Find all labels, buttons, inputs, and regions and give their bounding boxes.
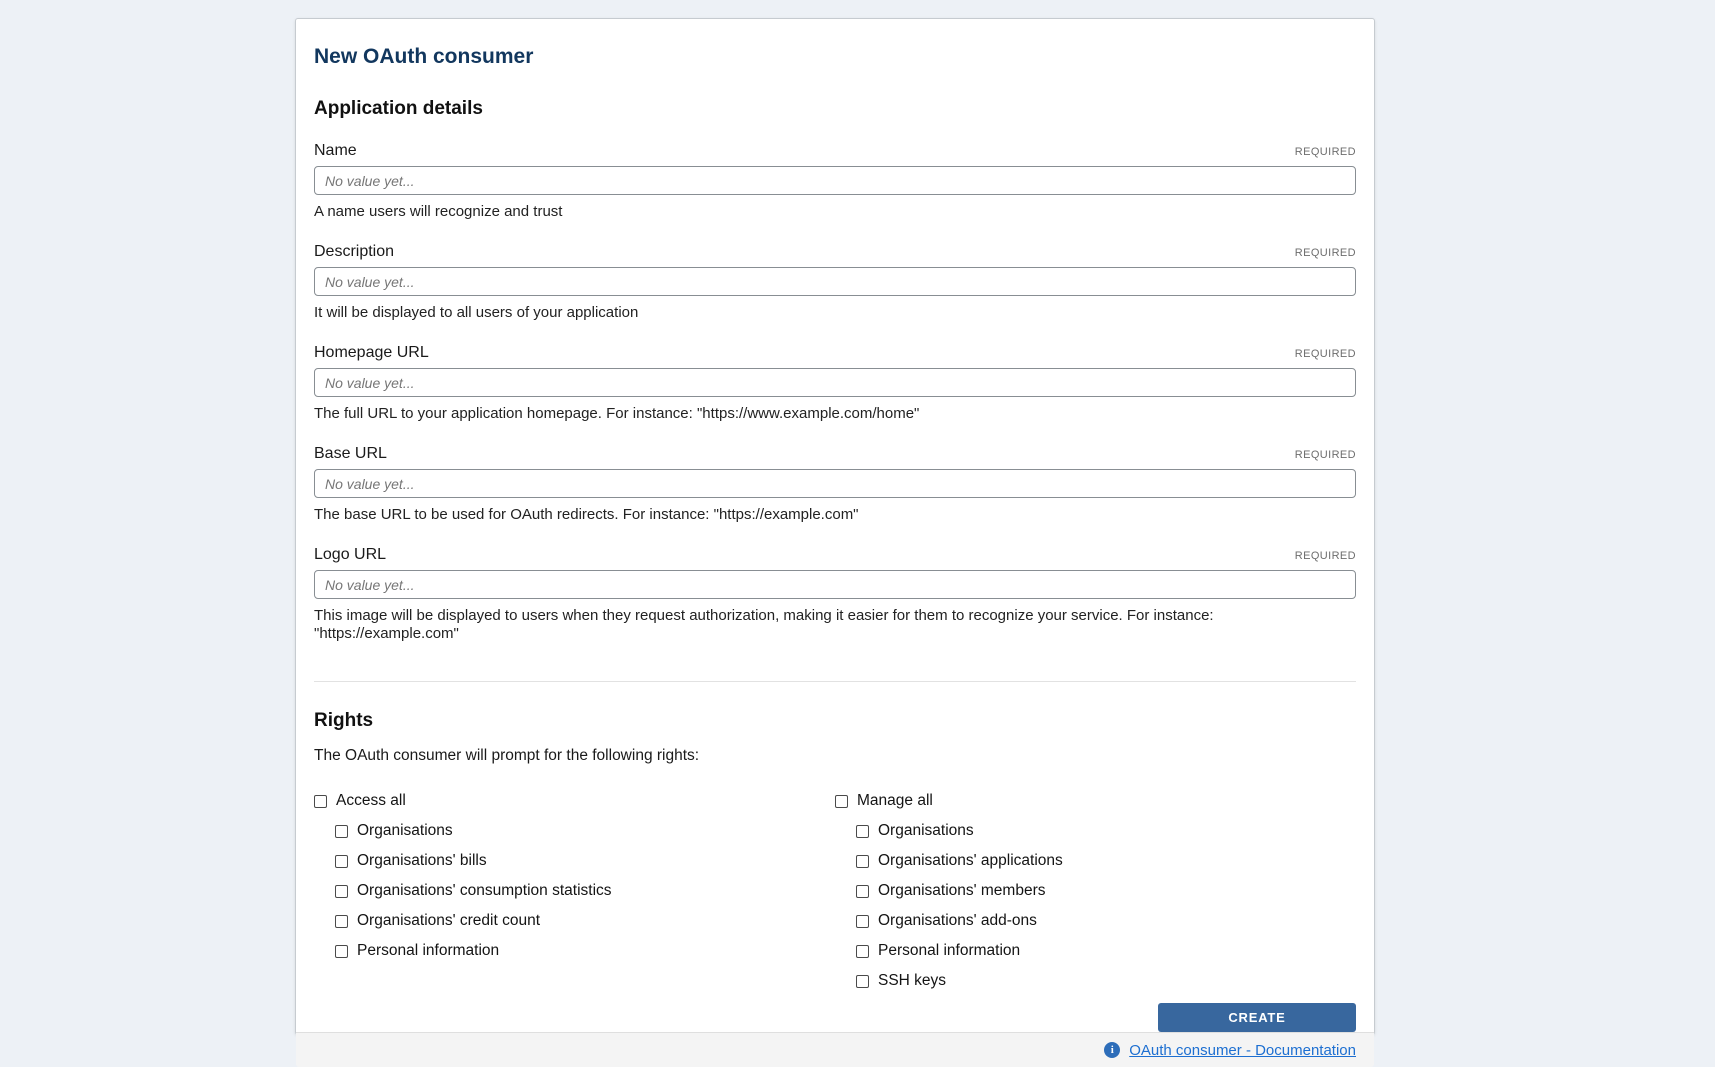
- rights-prompt-text: The OAuth consumer will prompt for the following rights:: [314, 747, 700, 764]
- rights-column-access: [314, 786, 835, 996]
- base-url-helper-text: The base URL to be used for OAuth redirects. For instance: "https://example.com": [314, 506, 859, 523]
- section-heading-rights: Rights: [314, 710, 374, 731]
- manage-all-checkbox[interactable]: [835, 795, 848, 808]
- field-base-url: [314, 444, 1356, 524]
- checkbox-label: Organisations: [878, 822, 974, 839]
- field-head: [314, 444, 1356, 464]
- checkbox-access-organisations[interactable]: [335, 816, 835, 846]
- access-consumption-statistics-checkbox[interactable]: [335, 885, 348, 898]
- logo-url-label: Logo URL: [314, 546, 387, 563]
- form-body: [296, 19, 1374, 1032]
- access-organisations-bills-checkbox[interactable]: [335, 855, 348, 868]
- required-badge: REQUIRED: [1294, 449, 1356, 461]
- manage-applications-checkbox[interactable]: [856, 855, 869, 868]
- section-divider: [314, 681, 1356, 682]
- access-organisations-checkbox[interactable]: [335, 825, 348, 838]
- field-head: [314, 242, 1356, 262]
- manage-organisations-checkbox[interactable]: [856, 825, 869, 838]
- checkbox-manage-ssh-keys[interactable]: [856, 966, 1356, 996]
- checkbox-label: Manage all: [857, 792, 933, 809]
- checkbox-label: Organisations: [357, 822, 453, 839]
- checkbox-label: Organisations' applications: [878, 852, 1063, 869]
- form-actions: [314, 1003, 1356, 1032]
- homepage-url-input[interactable]: [314, 368, 1356, 397]
- checkbox-access-all[interactable]: [314, 786, 835, 816]
- required-badge: REQUIRED: [1294, 348, 1356, 360]
- manage-ssh-keys-checkbox[interactable]: [856, 975, 869, 988]
- checkbox-access-organisations-bills[interactable]: [335, 846, 835, 876]
- page-title: New OAuth consumer: [314, 45, 534, 68]
- info-icon: [1104, 1042, 1120, 1058]
- required-badge: REQUIRED: [1294, 247, 1356, 259]
- rights-column-manage: [835, 786, 1356, 996]
- checkbox-manage-all[interactable]: [835, 786, 1356, 816]
- field-logo-url: [314, 545, 1356, 643]
- checkbox-label: SSH keys: [878, 972, 947, 989]
- checkbox-label: Personal information: [357, 942, 500, 959]
- checkbox-manage-organisations[interactable]: [856, 816, 1356, 846]
- checkbox-label: Personal information: [878, 942, 1021, 959]
- field-homepage-url: [314, 343, 1356, 423]
- new-oauth-consumer-card: [295, 18, 1375, 1059]
- checkbox-manage-personal-information[interactable]: [856, 936, 1356, 966]
- logo-url-helper-text: This image will be displayed to users when they request authorization, making it easier for them to recognize your service. For instance: "https://example.com": [314, 607, 1214, 642]
- field-head: [314, 343, 1356, 363]
- checkbox-manage-addons[interactable]: [856, 906, 1356, 936]
- name-helper-text: A name users will recognize and trust: [314, 203, 563, 220]
- homepage-url-label: Homepage URL: [314, 344, 429, 361]
- name-input[interactable]: [314, 166, 1356, 195]
- base-url-label: Base URL: [314, 445, 387, 462]
- logo-url-input[interactable]: [314, 570, 1356, 599]
- homepage-url-helper-text: The full URL to your application homepage. For instance: "https://www.example.com/home": [314, 405, 920, 422]
- checkbox-manage-members[interactable]: [856, 876, 1356, 906]
- access-personal-information-checkbox[interactable]: [335, 945, 348, 958]
- documentation-link[interactable]: OAuth consumer - Documentation: [1129, 1041, 1356, 1059]
- description-label: Description: [314, 243, 395, 260]
- field-name: [314, 141, 1356, 221]
- field-head: [314, 545, 1356, 565]
- description-input[interactable]: [314, 267, 1356, 296]
- checkbox-access-consumption-statistics[interactable]: [335, 876, 835, 906]
- access-credit-count-checkbox[interactable]: [335, 915, 348, 928]
- create-button[interactable]: CREATE: [1158, 1003, 1356, 1032]
- access-all-checkbox[interactable]: [314, 795, 327, 808]
- manage-addons-checkbox[interactable]: [856, 915, 869, 928]
- field-head: [314, 141, 1356, 161]
- checkbox-access-credit-count[interactable]: [335, 906, 835, 936]
- checkbox-label: Organisations' members: [878, 882, 1046, 899]
- checkbox-label: Organisations' consumption statistics: [357, 882, 612, 899]
- manage-personal-information-checkbox[interactable]: [856, 945, 869, 958]
- description-helper-text: It will be displayed to all users of your application: [314, 304, 639, 321]
- checkbox-label: Organisations' credit count: [357, 912, 541, 929]
- name-label: Name: [314, 142, 357, 159]
- card-footer: [296, 1032, 1374, 1067]
- checkbox-label: Organisations' bills: [357, 852, 487, 869]
- field-description: [314, 242, 1356, 322]
- required-badge: REQUIRED: [1294, 146, 1356, 158]
- rights-checkbox-grid: [314, 786, 1356, 996]
- checkbox-manage-applications[interactable]: [856, 846, 1356, 876]
- required-badge: REQUIRED: [1294, 550, 1356, 562]
- section-heading-application-details: Application details: [314, 98, 483, 119]
- manage-members-checkbox[interactable]: [856, 885, 869, 898]
- checkbox-label: Organisations' add-ons: [878, 912, 1037, 929]
- checkbox-access-personal-information[interactable]: [335, 936, 835, 966]
- checkbox-label: Access all: [336, 792, 406, 809]
- base-url-input[interactable]: [314, 469, 1356, 498]
